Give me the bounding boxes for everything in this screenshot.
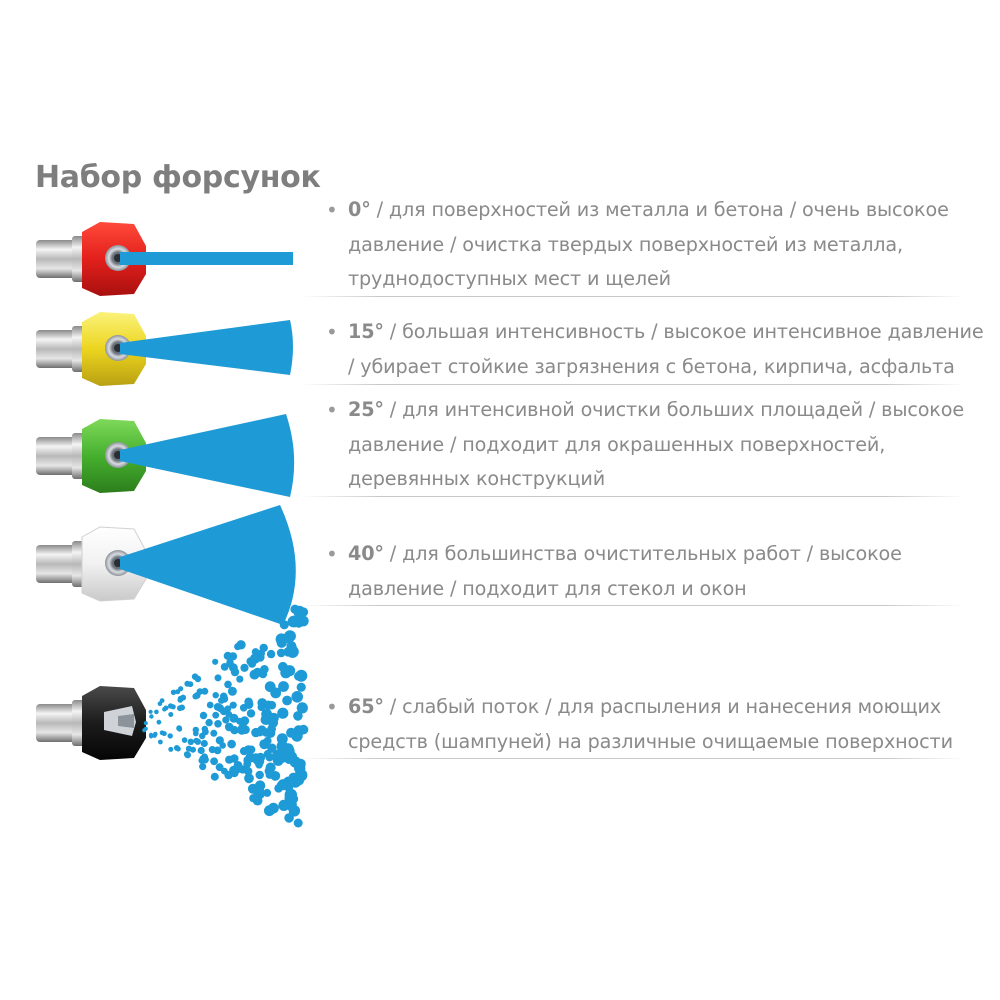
spray-droplet (192, 693, 198, 699)
spray-droplet (268, 718, 278, 728)
spray-droplet (265, 681, 276, 692)
spray-droplet (247, 746, 255, 754)
nozzle-black-icon (36, 686, 146, 760)
spray-droplet (263, 789, 271, 797)
spray-droplet (214, 720, 222, 728)
spray-droplet (202, 756, 209, 763)
spray-droplet (289, 616, 301, 628)
spray-droplet (291, 691, 303, 703)
spray-droplet (254, 755, 262, 763)
spray-droplet (144, 727, 148, 731)
spray-droplet (299, 725, 309, 735)
nozzle-40-angle: 40° (348, 542, 384, 565)
divider (300, 496, 965, 497)
spray-droplet (219, 742, 226, 749)
divider (300, 605, 965, 606)
spray-droplet (297, 702, 308, 713)
spray-droplet (295, 769, 308, 782)
spray-droplet (149, 733, 153, 737)
spray-40-deg (120, 505, 296, 625)
bullet-icon: • (326, 320, 338, 344)
divider (300, 296, 965, 297)
spray-droplet (213, 692, 219, 698)
divider (300, 384, 965, 385)
nozzle-25-text: / для интенсивной очистки больших площадей / высокое давление / подходит для окрашенных поверхностей, деревянных конструкций (348, 398, 964, 490)
spray-droplet (195, 676, 202, 683)
spray-droplet (244, 773, 254, 783)
spray-droplet (190, 747, 196, 753)
spray-15-deg (120, 320, 293, 375)
nozzle-25-description (324, 393, 988, 497)
spray-droplet (264, 805, 275, 816)
spray-droplet (144, 721, 148, 725)
spray-droplet (260, 644, 268, 652)
spray-droplet (168, 747, 173, 752)
spray-droplet (215, 674, 222, 681)
nozzle-0-text: / для поверхностей из металла и бетона / очень высокое давление / очистка твердых поверхностей из металла, труднодоступных мест и щелей (348, 198, 949, 290)
spray-droplet (157, 720, 162, 725)
spray-droplet (234, 643, 241, 650)
spray-droplet (205, 719, 212, 726)
spray-droplet (277, 781, 286, 790)
spray-droplet (224, 681, 232, 689)
spray-droplet (297, 683, 306, 692)
spray-droplet (254, 784, 264, 794)
spray-droplet (212, 712, 219, 719)
spray-droplet (210, 757, 218, 765)
spray-droplet (154, 710, 159, 715)
spray-droplet (200, 712, 207, 719)
nozzle-25-angle: 25° (348, 398, 384, 421)
spray-droplet (256, 771, 264, 779)
nozzle-15-text: / большая интенсивность / высокое интенсивное давление / убирает стойкие загрязнения с бетона, кирпича, асфальта (348, 320, 984, 378)
bullet-icon: • (326, 695, 338, 719)
spray-droplet (202, 729, 209, 736)
spray-droplet (171, 704, 176, 709)
spray-droplet (278, 681, 289, 692)
spray-droplet (160, 698, 165, 703)
nozzle-65-text: / слабый поток / для распыления и нанесения моющих средств (шампуней) на различные очищаемые поверхности (348, 695, 953, 753)
spray-droplet (282, 696, 292, 706)
spray-droplet (244, 700, 253, 709)
spray-droplet (184, 681, 190, 687)
spray-droplet (210, 730, 217, 737)
spray-0-deg (120, 252, 293, 265)
spray-droplet (249, 794, 257, 802)
spray-droplet (277, 708, 288, 719)
spray-droplet (278, 800, 289, 811)
spray-droplet (265, 728, 275, 738)
spray-droplet (295, 670, 307, 682)
spray-droplet (280, 667, 291, 678)
spray-droplet (168, 733, 173, 738)
nozzle-40-text: / для большинства очистительных работ / высокое давление / подходит для стекол и окон (348, 542, 902, 600)
spray-droplet (264, 737, 272, 745)
nozzle-65-description (324, 690, 988, 759)
spray-droplet (284, 813, 294, 823)
spray-droplet (286, 751, 297, 762)
spray-droplet (201, 688, 208, 695)
spray-droplet (176, 725, 182, 731)
spray-droplet (207, 702, 214, 709)
spray-droplet (272, 750, 282, 760)
spray-droplet (201, 740, 208, 747)
spray-droplet (168, 712, 173, 717)
spray-droplet (255, 727, 264, 736)
spray-droplet (266, 763, 276, 773)
spray-droplet (160, 730, 165, 735)
spray-droplet (248, 660, 256, 668)
spray-droplet (264, 750, 272, 758)
spray-droplet (171, 690, 176, 695)
spray-droplet (212, 659, 218, 665)
spray-droplet (290, 605, 299, 614)
spray-droplet (287, 645, 298, 656)
bullet-icon: • (326, 198, 338, 222)
nozzle-0-angle: 0° (348, 198, 371, 221)
spray-droplet (267, 650, 275, 658)
spray-droplet (224, 771, 232, 779)
spray-droplet (230, 702, 237, 709)
spray-droplet (158, 740, 163, 745)
nozzle-65-angle: 65° (348, 695, 384, 718)
spray-25-deg (120, 414, 294, 497)
bullet-icon: • (326, 542, 338, 566)
spray-droplet (149, 714, 153, 718)
spray-droplet (240, 664, 248, 672)
nozzle-0-description (324, 193, 988, 297)
spray-droplet (211, 773, 219, 781)
spray-droplet (162, 707, 167, 712)
nozzle-15-angle: 15° (348, 320, 384, 343)
spray-droplet (209, 746, 216, 753)
spray-droplet (184, 752, 191, 759)
spray-droplet (220, 707, 228, 715)
spray-droplet (216, 763, 224, 771)
nozzle-40-description (324, 537, 988, 606)
spray-droplet (193, 738, 199, 744)
spray-droplet (174, 745, 180, 751)
spray-droplet (280, 620, 289, 629)
spray-droplet (299, 607, 308, 616)
spray-droplet (226, 659, 233, 666)
bullet-icon: • (326, 398, 338, 422)
spray-droplet (296, 759, 306, 769)
spray-droplet (236, 676, 243, 683)
spray-droplet (240, 747, 248, 755)
spray-droplet (259, 670, 268, 679)
spray-droplet (193, 727, 199, 733)
spray-droplet (199, 763, 206, 770)
spray-droplet (178, 697, 183, 702)
spray-droplet (264, 701, 273, 710)
spray-droplet (289, 794, 298, 803)
spray-droplet (220, 693, 227, 700)
spray-droplet (177, 705, 183, 711)
spray-droplet (228, 687, 237, 696)
spray-droplet (230, 754, 239, 763)
spray-droplet (294, 819, 303, 828)
spray-droplet (182, 737, 188, 743)
page-title: Набор форсунок (35, 160, 321, 195)
spray-65-deg-mist (142, 605, 308, 828)
spray-droplet (236, 718, 243, 725)
divider (300, 758, 965, 759)
spray-droplet (243, 760, 251, 768)
spray-droplet (230, 726, 238, 734)
spray-droplet (198, 747, 205, 754)
spray-droplet (247, 709, 255, 717)
spray-droplet (284, 782, 293, 791)
spray-droplet (188, 739, 194, 745)
spray-droplet (233, 764, 242, 773)
spray-droplet (149, 710, 153, 714)
nozzle-15-description (324, 315, 988, 384)
spray-droplet (178, 686, 183, 691)
spray-droplet (227, 740, 236, 749)
